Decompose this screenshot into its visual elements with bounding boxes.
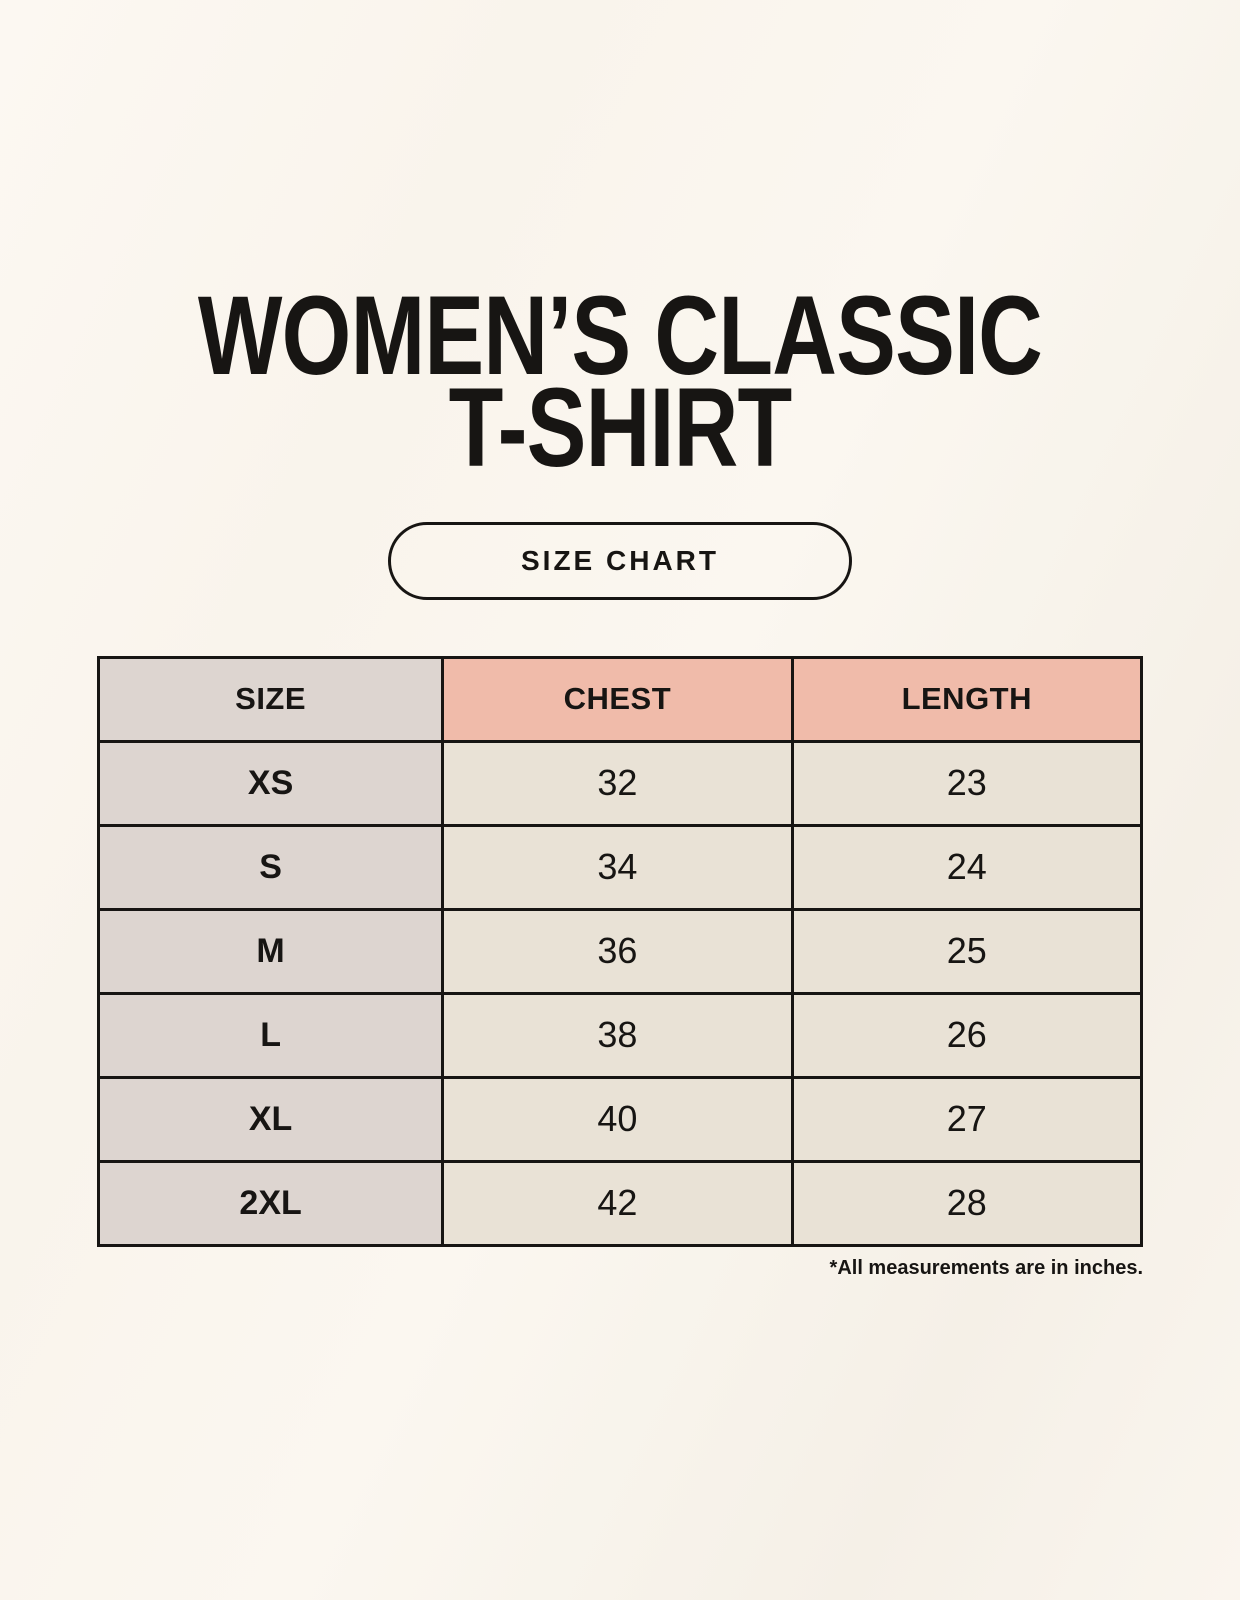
- chest-cell: 42: [443, 1161, 792, 1245]
- length-cell: 27: [792, 1077, 1141, 1161]
- length-cell: 26: [792, 993, 1141, 1077]
- size-chart-table: [97, 656, 1143, 1247]
- table-row: [99, 741, 1142, 825]
- chest-cell: 38: [443, 993, 792, 1077]
- table-header-row: [99, 657, 1142, 741]
- column-header-length: LENGTH: [792, 657, 1141, 741]
- table-row: [99, 825, 1142, 909]
- table-row: [99, 993, 1142, 1077]
- chest-cell: 34: [443, 825, 792, 909]
- title-line-2: T-SHIRT: [448, 364, 792, 490]
- table-row: [99, 1161, 1142, 1245]
- size-cell: 2XL: [99, 1161, 443, 1245]
- page-title: [124, 0, 1116, 490]
- table-row: [99, 1077, 1142, 1161]
- length-cell: 25: [792, 909, 1141, 993]
- chest-cell: 36: [443, 909, 792, 993]
- column-header-size: SIZE: [99, 657, 443, 741]
- column-header-chest: CHEST: [443, 657, 792, 741]
- size-cell: XL: [99, 1077, 443, 1161]
- measurements-footnote: *All measurements are in inches.: [829, 1256, 1143, 1279]
- size-chart-button-row: [0, 522, 1240, 600]
- length-cell: 24: [792, 825, 1141, 909]
- chest-cell: 32: [443, 741, 792, 825]
- size-cell: S: [99, 825, 443, 909]
- size-cell: L: [99, 993, 443, 1077]
- title-line-1: WOMEN’S CLASSIC: [197, 273, 1043, 398]
- chest-cell: 40: [443, 1077, 792, 1161]
- size-cell: XS: [99, 741, 443, 825]
- size-chart-button[interactable]: SIZE CHART: [388, 522, 852, 600]
- length-cell: 23: [792, 741, 1141, 825]
- size-cell: M: [99, 909, 443, 993]
- length-cell: 28: [792, 1161, 1141, 1245]
- table-row: [99, 909, 1142, 993]
